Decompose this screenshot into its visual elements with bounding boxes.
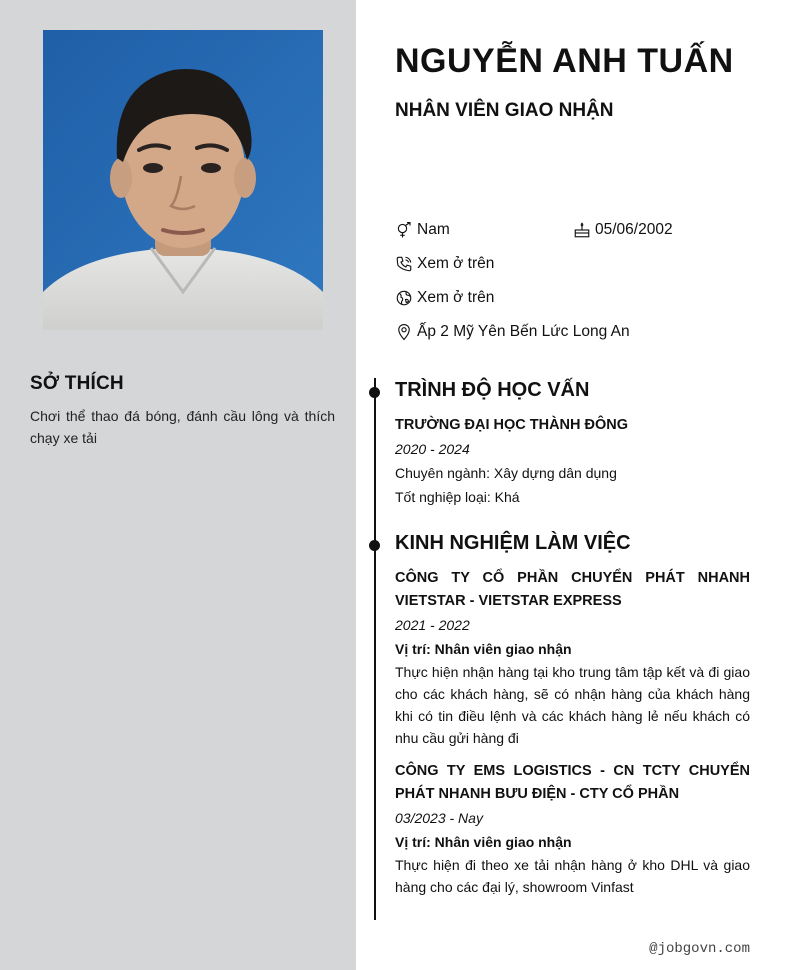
job-company: CÔNG TY CỔ PHẦN CHUYỂN PHÁT NHANH VIETSTAR - VIETSTAR EXPRESS: [395, 570, 750, 609]
phone-value: Xem ở trên: [417, 255, 495, 272]
address-value: Ấp 2 Mỹ Yên Bến Lức Long An: [417, 323, 630, 340]
cake-icon: [573, 221, 591, 239]
job-description: Thực hiện nhận hàng tại kho trung tâm tập kết và đi giao cho các khách hàng, sẽ có nhận hàng của khách hàng khi có tin điều lệnh và các khách hàng lẻ nếu khách có nhu cầu gửi hàng đi: [395, 664, 750, 746]
education-grade: Tốt nghiệp loại: Khá: [395, 489, 520, 505]
education-title: TRÌNH ĐỘ HỌC VẤN: [395, 379, 590, 401]
info-birthdate: [573, 221, 673, 239]
timeline-dot-education: [369, 387, 380, 398]
globe-icon: [395, 289, 413, 307]
education-major: Chuyên ngành: Xây dựng dân dụng: [395, 465, 617, 481]
education-period: 2020 - 2024: [395, 441, 470, 457]
job-period: 03/2023 - Nay: [395, 810, 483, 826]
experience-title: KINH NGHIỆM LÀM VIỆC: [395, 532, 631, 554]
portrait-photo: [43, 30, 323, 330]
hobbies-text: Chơi thể thao đá bóng, đánh cầu lông và thích chạy xe tải: [30, 408, 335, 446]
education-block: [395, 414, 750, 509]
info-website: [395, 289, 494, 307]
gender-value: Nam: [417, 221, 450, 238]
gender-icon: [395, 221, 413, 239]
job-description: Thực hiện đi theo xe tải nhận hàng ở kho DHL và giao hàng cho các đại lý, showroom Vinfast: [395, 857, 750, 895]
job-company: CÔNG TY EMS LOGISTICS - CN TCTY CHUYỂN PHÁT NHANH BƯU ĐIỆN - CTY CỔ PHẦN: [395, 763, 750, 802]
hobbies-title: SỞ THÍCH: [30, 373, 124, 394]
footer-watermark: @jobgovn.com: [649, 941, 750, 957]
job-entry: [395, 567, 750, 749]
info-gender: [395, 221, 450, 239]
candidate-name: NGUYỄN ANH TUẤN: [395, 42, 734, 80]
info-phone: [395, 255, 494, 273]
job-entry: [395, 760, 750, 898]
sidebar: [0, 0, 356, 970]
location-pin-icon: [395, 323, 413, 341]
job-period: 2021 - 2022: [395, 617, 470, 633]
phone-icon: [395, 255, 413, 273]
website-value: Xem ở trên: [417, 289, 495, 306]
timeline-line: [374, 378, 376, 920]
profile-photo: [43, 30, 323, 330]
timeline-dot-experience: [369, 540, 380, 551]
job-title: NHÂN VIÊN GIAO NHẬN: [395, 100, 614, 121]
birthdate-value: 05/06/2002: [595, 221, 673, 238]
job-role: Vị trí: Nhân viên giao nhận: [395, 641, 572, 657]
job-role: Vị trí: Nhân viên giao nhận: [395, 834, 572, 850]
school-name: TRƯỜNG ĐẠI HỌC THÀNH ĐÔNG: [395, 417, 629, 433]
info-address: [395, 323, 630, 341]
